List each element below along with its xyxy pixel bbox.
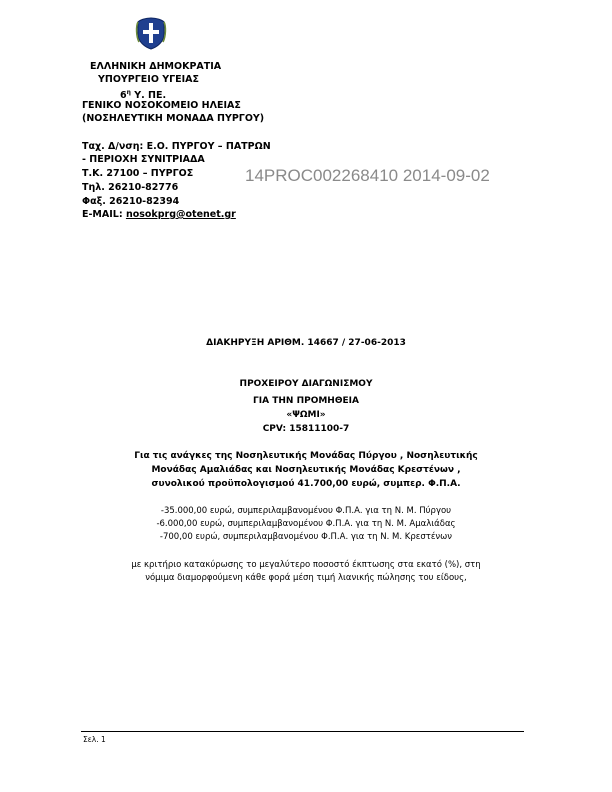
contact-address-line2: - ΠΕΡΙΟΧΗ ΣΥΝΙΤΡΙΑΔΑ xyxy=(82,154,205,165)
criterion-line: νόμιμα διαμορφούμενη κάθε φορά μέση τιμή λιανικής πώλησης του είδους, xyxy=(145,573,467,583)
header-country: ΕΛΛΗΝΙΚΗ ΔΗΜΟΚΡΑΤΙΑ xyxy=(90,61,222,72)
criterion-line: με κριτήριο κατακύρωσης το μεγαλύτερο ποσοστό έκπτωσης στα εκατό (%), στη xyxy=(131,560,481,570)
header-unit: (ΝΟΣΗΛΕΥΤΙΚΗ ΜΟΝΑΔΑ ΠΥΡΓΟΥ) xyxy=(82,113,265,124)
contact-address-line1: Ταχ. Δ/νση: Ε.Ο. ΠΥΡΓΟΥ – ΠΑΤΡΩΝ xyxy=(82,141,271,152)
tender-title: ΠΡΟΧΕΙΡΟΥ ΔΙΑΓΩΝΙΣΜΟΥ xyxy=(239,379,373,389)
announcement-number: ΔΙΑΚΗΡΥΞΗ ΑΡΙΘΜ. 14667 / 27-06-2013 xyxy=(206,338,406,348)
header-hospital: ΓΕΝΙΚΟ ΝΟΣΟΚΟΜΕΙΟ ΗΛΕΙΑΣ xyxy=(82,100,241,111)
cpv-code: CPV: 15811100-7 xyxy=(262,424,350,434)
document-stamp: 14PROC002268410 2014-09-02 xyxy=(245,166,490,185)
tender-for: ΓΙΑ ΤΗΝ ΠΡΟΜΗΘΕΙΑ xyxy=(253,396,359,406)
budget-line: -35.000,00 ευρώ, συμπεριλαμβανομένου Φ.Π.Α. για τη Ν. Μ. Πύργου xyxy=(160,506,452,516)
needs-line: Μονάδας Αμαλιάδας και Νοσηλευτικής Μονάδας Κρεστένων , xyxy=(151,465,461,475)
contact-postal: Τ.Κ. 27100 – ΠΥΡΓΟΣ xyxy=(82,168,194,179)
email-link[interactable]: nosokprg@otenet.gr xyxy=(125,209,236,220)
needs-line: Για τις ανάγκες της Νοσηλευτικής Μονάδας Πύργου , Νοσηλευτικής xyxy=(134,451,478,461)
contact-phone: Τηλ. 26210-82776 xyxy=(82,182,179,193)
footer-divider xyxy=(81,731,524,732)
tender-item: «ΨΩΜΙ» xyxy=(286,410,326,420)
contact-email: E-MAIL: nosokprg@otenet.gr xyxy=(82,209,236,220)
budget-line: -700,00 ευρώ, συμπεριλαμβανομένου Φ.Π.Α. για τη Ν. Μ. Κρεστένων xyxy=(159,532,453,542)
contact-fax: Φαξ. 26210-82394 xyxy=(82,196,180,207)
header-ministry: ΥΠΟΥΡΓΕΙΟ ΥΓΕΙΑΣ xyxy=(98,74,200,85)
greek-coat-of-arms-icon xyxy=(135,16,167,50)
header-region: $6^\eta$ Υ. ΠΕ. xyxy=(120,89,167,102)
needs-line: συνολικού προϋπολογισμού 41.700,00 ευρώ, συμπερ. Φ.Π.Α. xyxy=(151,479,461,489)
budget-line: -6.000,00 ευρώ, συμπεριλαμβανομένου Φ.Π.Α. για τη Ν. Μ. Αμαλιάδας xyxy=(156,519,456,529)
page-number: Σελ. 1 xyxy=(83,735,106,744)
